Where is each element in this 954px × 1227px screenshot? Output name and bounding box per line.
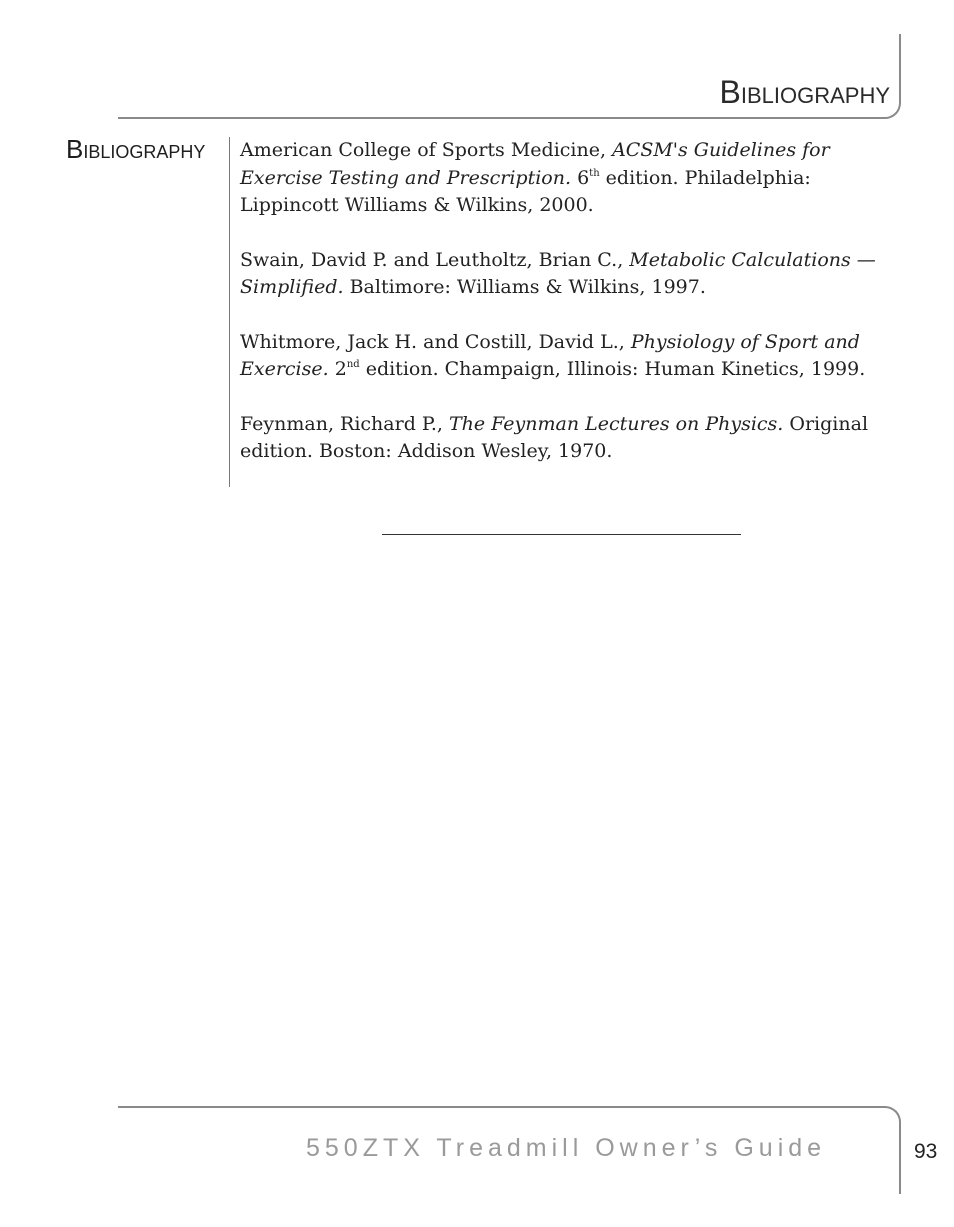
entry-edition-number: 6	[571, 166, 590, 189]
entry-publication: Baltimore: Williams & Wilkins, 1997.	[343, 276, 706, 298]
entry-authors: Feynman, Richard P.,	[240, 412, 449, 435]
entry-title: Metabolic Calculations —Simplified.	[240, 248, 876, 298]
entry-authors: Swain, David P. and Leutholtz, Brian C.,	[240, 248, 630, 271]
bibliography-entry	[240, 329, 890, 384]
end-divider	[382, 534, 741, 535]
page-header-title: Bibliography	[719, 74, 890, 110]
entry-title: Physiology of Sport and Exercise.	[240, 330, 860, 380]
bibliography-entry	[240, 137, 890, 220]
bibliography-list	[240, 137, 890, 466]
entry-title: ACSM's Guidelines for Exercise Testing and Prescription.	[240, 139, 830, 189]
footer-guide-title: 550ZTX Treadmill Owner’s Guide	[306, 1134, 827, 1162]
entry-edition-number: 2	[328, 358, 347, 380]
entry-edition-suffix: nd	[346, 359, 360, 370]
entry-title: The Feynman Lectures on Physics.	[448, 412, 784, 435]
section-divider	[229, 137, 230, 487]
page-number: 93	[914, 1140, 938, 1163]
entry-edition-suffix: th	[589, 167, 600, 179]
bibliography-entry	[240, 411, 890, 466]
entry-publication: edition. Philadelphia: Lippincott Williams & Wilkins, 2000.	[240, 166, 811, 216]
bibliography-entry	[240, 247, 890, 302]
entry-publication: Original edition. Boston: Addison Wesley, 1970.	[240, 412, 869, 462]
section-label: Bibliography	[66, 134, 206, 164]
entry-authors: Whitmore, Jack H. and Costill, David L.,	[240, 330, 631, 353]
entry-authors: American College of Sports Medicine,	[240, 139, 613, 161]
entry-publication: edition. Champaign, Illinois: Human Kinetics, 1999.	[359, 358, 866, 380]
